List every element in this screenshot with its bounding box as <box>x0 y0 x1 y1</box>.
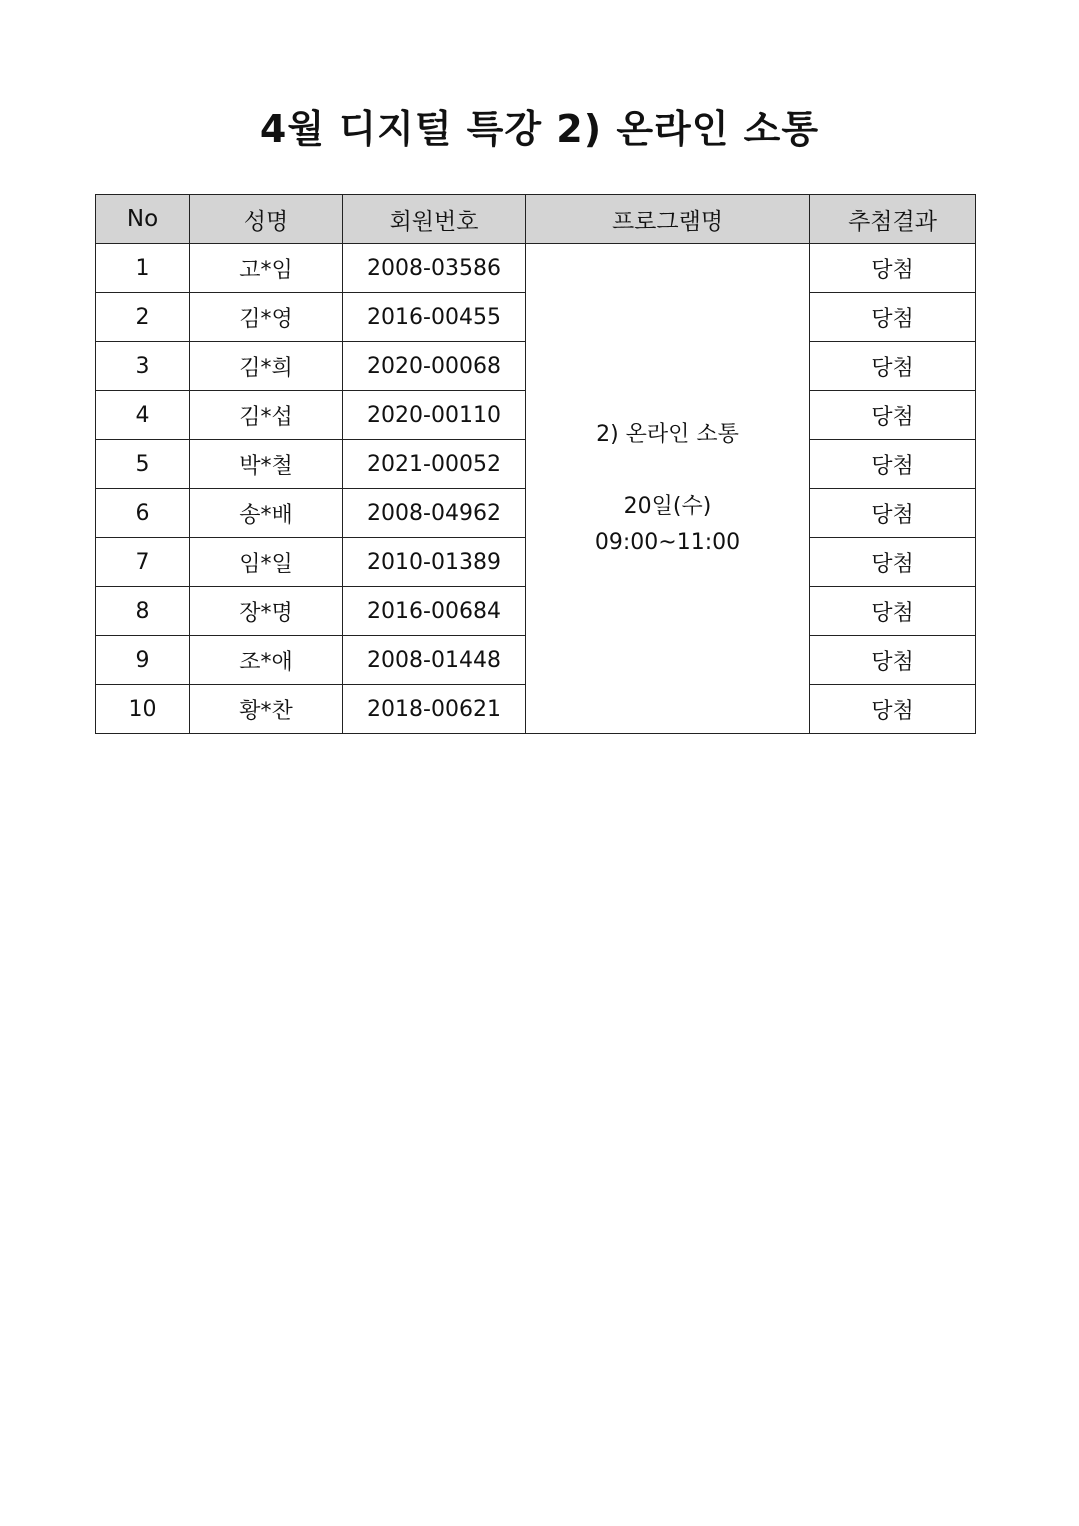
program-date: 20일(수) <box>623 493 712 519</box>
cell-result: 당첨 <box>810 244 976 293</box>
cell-name: 김*희 <box>190 342 343 391</box>
cell-member-id: 2008-04962 <box>343 489 526 538</box>
cell-no: 1 <box>96 244 190 293</box>
header-result: 추첨결과 <box>810 195 976 244</box>
cell-member-id: 2008-01448 <box>343 636 526 685</box>
cell-no: 7 <box>96 538 190 587</box>
cell-no: 8 <box>96 587 190 636</box>
cell-name: 임*일 <box>190 538 343 587</box>
cell-no: 4 <box>96 391 190 440</box>
header-name: 성명 <box>190 195 343 244</box>
header-no: No <box>96 195 190 244</box>
cell-result: 당첨 <box>810 636 976 685</box>
cell-no: 9 <box>96 636 190 685</box>
header-program: 프로그램명 <box>526 195 810 244</box>
cell-result: 당첨 <box>810 489 976 538</box>
cell-result: 당첨 <box>810 342 976 391</box>
program-name: 2) 온라인 소통 <box>596 421 739 447</box>
cell-result: 당첨 <box>810 538 976 587</box>
cell-name: 박*철 <box>190 440 343 489</box>
cell-name: 장*명 <box>190 587 343 636</box>
cell-result: 당첨 <box>810 293 976 342</box>
program-time: 09:00~11:00 <box>594 529 741 555</box>
cell-name: 조*애 <box>190 636 343 685</box>
cell-member-id: 2018-00621 <box>343 685 526 734</box>
cell-member-id: 2010-01389 <box>343 538 526 587</box>
cell-result: 당첨 <box>810 391 976 440</box>
cell-member-id: 2021-00052 <box>343 440 526 489</box>
cell-member-id: 2020-00068 <box>343 342 526 391</box>
cell-no: 10 <box>96 685 190 734</box>
cell-member-id: 2016-00455 <box>343 293 526 342</box>
cell-member-id: 2020-00110 <box>343 391 526 440</box>
cell-no: 5 <box>96 440 190 489</box>
table-header-row <box>96 195 976 244</box>
cell-no: 2 <box>96 293 190 342</box>
cell-name: 김*섭 <box>190 391 343 440</box>
header-member-id: 회원번호 <box>343 195 526 244</box>
cell-member-id: 2016-00684 <box>343 587 526 636</box>
program-spacer <box>526 453 809 489</box>
cell-no: 6 <box>96 489 190 538</box>
cell-name: 송*배 <box>190 489 343 538</box>
cell-name: 김*영 <box>190 293 343 342</box>
lottery-result-table <box>95 194 976 734</box>
cell-program <box>526 244 810 734</box>
cell-no: 3 <box>96 342 190 391</box>
cell-result: 당첨 <box>810 685 976 734</box>
cell-name: 황*찬 <box>190 685 343 734</box>
cell-name: 고*임 <box>190 244 343 293</box>
table-row <box>96 244 976 293</box>
cell-result: 당첨 <box>810 440 976 489</box>
cell-result: 당첨 <box>810 587 976 636</box>
page-title: 4월 디지털 특강 2) 온라인 소통 <box>259 107 820 151</box>
cell-member-id: 2008-03586 <box>343 244 526 293</box>
